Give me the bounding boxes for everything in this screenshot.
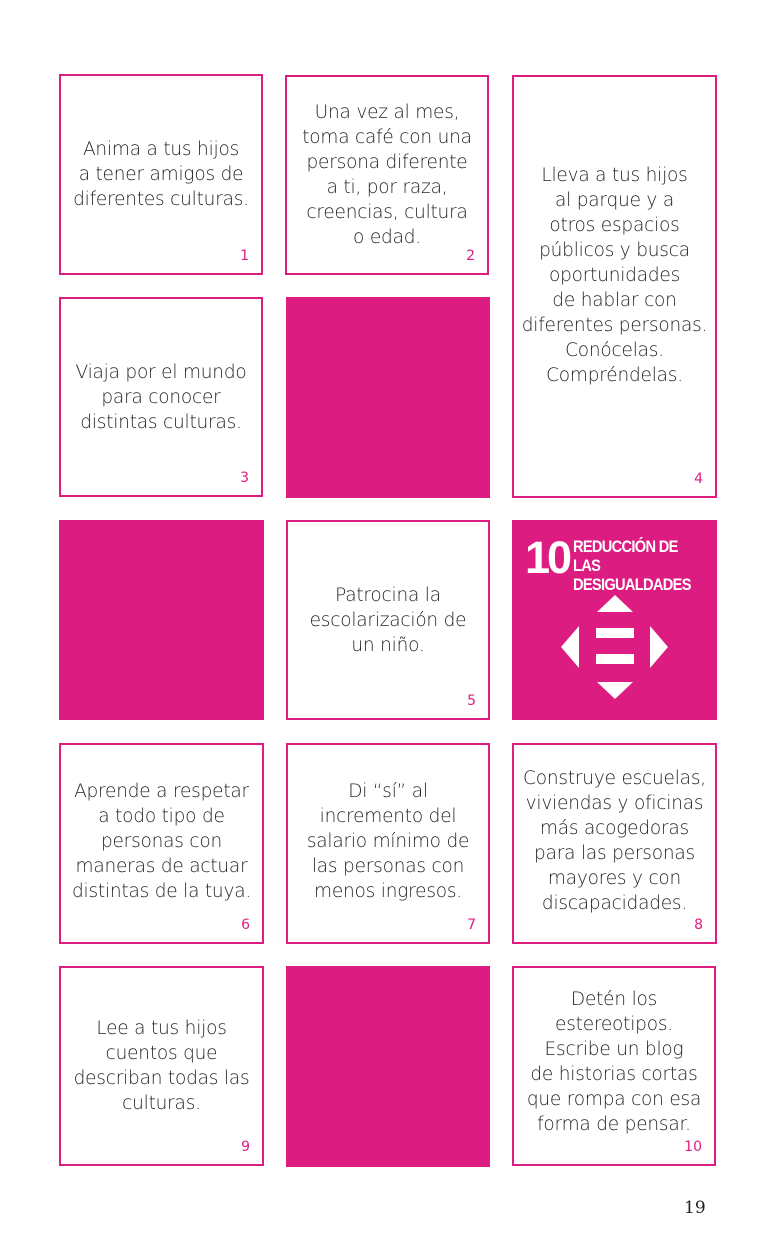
decorative-pink-square xyxy=(286,297,490,498)
sdg-goal-number: 10 xyxy=(525,532,570,583)
tip-card-4 xyxy=(512,75,717,498)
tip-card-8 xyxy=(512,743,717,944)
tip-card-2 xyxy=(285,75,489,275)
tip-text: Aprende a respetar a todo tipo de personas con maneras de actuar distintas de la tuya. xyxy=(71,781,252,902)
tip-card-7 xyxy=(286,743,490,944)
equality-arrows-icon xyxy=(512,520,717,720)
sdg-goal-10-badge xyxy=(512,520,717,720)
tip-number: 2 xyxy=(466,248,475,264)
tip-number: 7 xyxy=(467,917,476,933)
tip-card-5 xyxy=(286,520,490,720)
tip-text: Lleva a tus hijos al parque y a otros espacios públicos y busca oportunidades de hablar con diferentes personas. Conócelas. Compréndelas. xyxy=(521,164,708,386)
page-number: 19 xyxy=(684,1198,706,1218)
tip-number: 4 xyxy=(694,471,703,487)
tip-text: Viaja por el mundo para conocer distintas culturas. xyxy=(75,361,247,433)
tip-text: Construye escuelas, viviendas y oficinas más acogedoras para las personas mayores y con discapacidades. xyxy=(523,767,706,914)
tip-text: Di “sí” al incremento del salario mínimo de las personas con menos ingresos. xyxy=(306,781,470,902)
tip-text: Detén los estereotipos. Escribe un blog de historias cortas que rompa con esa forma de pensar. xyxy=(526,989,702,1135)
tip-card-1 xyxy=(59,74,263,275)
tip-number: 5 xyxy=(467,693,476,709)
tip-text: Anima a tus hijos a tener amigos de diferentes culturas. xyxy=(73,139,249,210)
tip-number: 10 xyxy=(684,1139,702,1155)
tip-text: Lee a tus hijos cuentos que describan todas las culturas. xyxy=(73,1018,250,1114)
tip-card-9 xyxy=(59,966,264,1166)
tip-number: 3 xyxy=(240,470,249,486)
sdg-goal-title: REDUCCIÓN DE LAS DESIGUALDADES xyxy=(573,537,691,594)
tip-card-10 xyxy=(512,966,716,1166)
tip-card-3 xyxy=(59,297,263,497)
decorative-pink-square xyxy=(286,966,490,1167)
tip-number: 1 xyxy=(240,248,249,264)
tip-number: 6 xyxy=(241,917,250,933)
tip-text: Patrocina la escolarización de un niño. xyxy=(309,584,467,656)
tip-text: Una vez al mes, toma café con una persona diferente a ti, por raza, creencias, cultura o edad. xyxy=(302,102,472,248)
tip-card-6 xyxy=(59,743,264,944)
tip-number: 9 xyxy=(241,1139,250,1155)
tip-number: 8 xyxy=(694,917,703,933)
decorative-pink-square xyxy=(59,520,264,720)
